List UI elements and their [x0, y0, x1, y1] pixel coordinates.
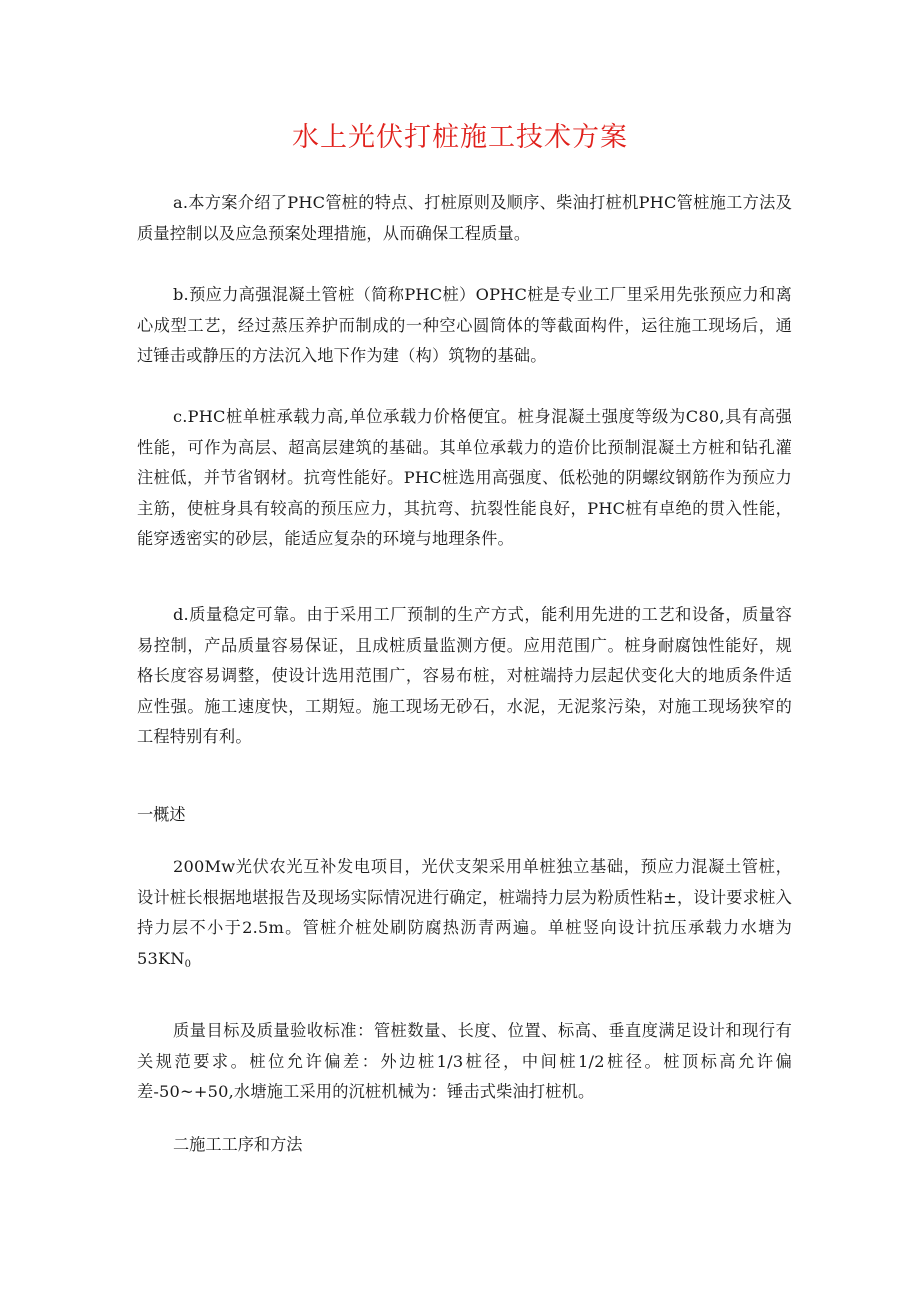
paragraph-b: b.预应力高强混凝土管桩（简称PHC桩）OPHC桩是专业工厂里采用先张预应力和离心成型工艺，经过蒸压养护而制成的一种空心圆筒体的等截面构件，运往施工现场后，通过锤击或静压的方法沉入地下作为建（构）筑物的基础。	[137, 285, 792, 365]
paragraph-d: d.质量稳定可靠。由于采用工厂预制的生产方式，能利用先进的工艺和设备，质量容易控制，产品质量容易保证，且成桩质量监测方便。应用范围广。桩身耐腐蚀性能好，规格长度容易调整，使设计选用范围广，容易布桩，对桩端持力层起伏变化大的地质条件适应性强。施工速度快，工期短。施工现场无砂石，水泥，无泥浆污染，对施工现场狭窄的工程特别有利。	[137, 605, 792, 746]
document-title: 水上光伏打桩施工技术方案	[292, 122, 628, 153]
overview-text: 200Mw光伏农光互补发电项目，光伏支架采用单桩独立基础，预应力混凝土管桩，设计桩长根据地堪报告及现场实际情况进行确定，桩端持力层为粉质性粘±，设计要求桩入持力层不小于2.5m。管桩介桩处刷防腐热沥青两遍。单桩竖向设计抗压承载力水塘为53KN	[137, 857, 792, 968]
paragraph-c: c.PHC桩单桩承载力高,单位承载力价格便宜。桩身混凝土强度等级为C80,具有高强性能，可作为高层、超高层建筑的基础。其单位承载力的造价比预制混凝土方桩和钻孔灌注桩低，并节省钢材。抗弯性能好。PHC桩选用高强度、低松弛的阴螺纹钢筋作为预应力主筋，使桩身具有较高的预压应力，其抗弯、抗裂性能良好，PHC桩有卓绝的贯入性能，能穿透密实的砂层，能适应复杂的环境与地理条件。	[137, 407, 792, 548]
section-heading-overview: 一概述	[137, 805, 186, 824]
paragraph-a: a.本方案介绍了PHC管桩的特点、打桩原则及顺序、柴油打桩机PHC管桩施工方法及质量控制以及应急预案处理措施，从而确保工程质量。	[137, 193, 792, 243]
quality-paragraph: 质量目标及质量验收标准：管桩数量、长度、位置、标高、垂直度满足设计和现行有关规范要求。桩位允许偏差：外边桩1/3桩径，中间桩1/2桩径。桩顶标高允许偏差-50~+50,水塘施工采用的沉桩机械为：锤击式柴油打桩机。	[137, 1021, 792, 1101]
overview-subscript: 0	[184, 958, 192, 970]
overview-paragraph	[137, 852, 792, 980]
section-heading-construction: 二施工工序和方法	[173, 1135, 303, 1154]
